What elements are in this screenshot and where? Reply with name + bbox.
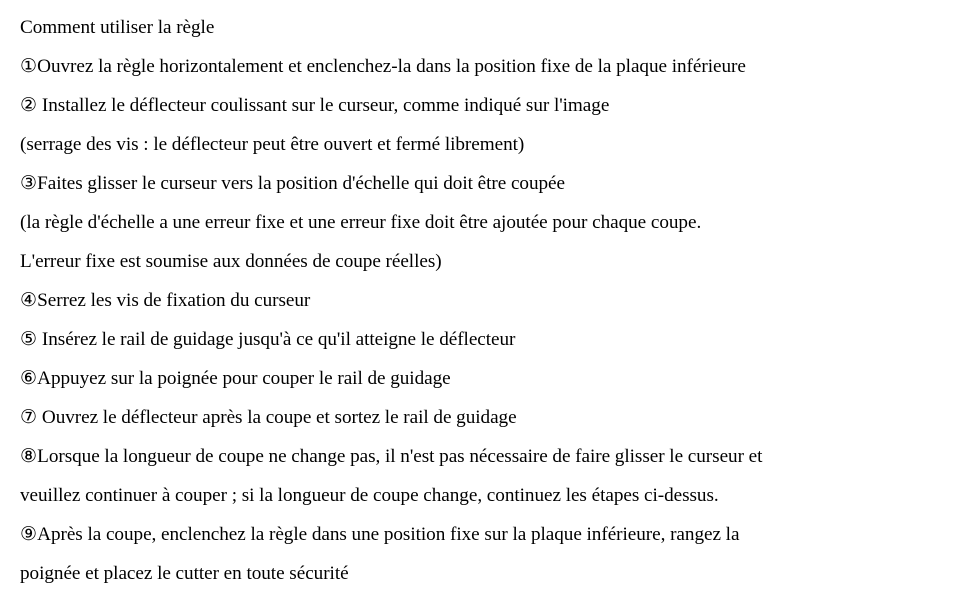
step-8-text-line-2: veuillez continuer à couper ; si la longueur de coupe change, continuez les étapes ci-dessus. — [20, 485, 719, 506]
document-title: Comment utiliser la règle — [20, 17, 215, 38]
step-9-text-line-1: ⑨Après la coupe, enclenchez la règle dans une position fixe sur la plaque inférieure, rangez la — [20, 524, 740, 545]
step-7-text: ⑦ Ouvrez le déflecteur après la coupe et sortez le rail de guidage — [20, 407, 517, 428]
step-3-text: ③Faites glisser le curseur vers la position d'échelle qui doit être coupée — [20, 173, 565, 194]
step-3-note-line-1: (la règle d'échelle a une erreur fixe et une erreur fixe doit être ajoutée pour chaque coupe. — [20, 212, 702, 233]
step-3-note-line-2: L'erreur fixe est soumise aux données de coupe réelles) — [20, 251, 442, 272]
step-4-text: ④Serrez les vis de fixation du curseur — [20, 290, 311, 311]
step-2-note: (serrage des vis : le déflecteur peut être ouvert et fermé librement) — [20, 134, 525, 155]
step-8-text-line-1: ⑧Lorsque la longueur de coupe ne change pas, il n'est pas nécessaire de faire glisser le curseur et — [20, 446, 763, 467]
step-1-text: ①Ouvrez la règle horizontalement et enclenchez-la dans la position fixe de la plaque inférieure — [20, 56, 746, 77]
step-9-text-line-2: poignée et placez le cutter en toute sécurité — [20, 563, 349, 584]
step-2-text: ② Installez le déflecteur coulissant sur le curseur, comme indiqué sur l'image — [20, 95, 610, 116]
step-5-text: ⑤ Insérez le rail de guidage jusqu'à ce qu'il atteigne le déflecteur — [20, 329, 516, 350]
step-6-text: ⑥Appuyez sur la poignée pour couper le rail de guidage — [20, 368, 451, 389]
